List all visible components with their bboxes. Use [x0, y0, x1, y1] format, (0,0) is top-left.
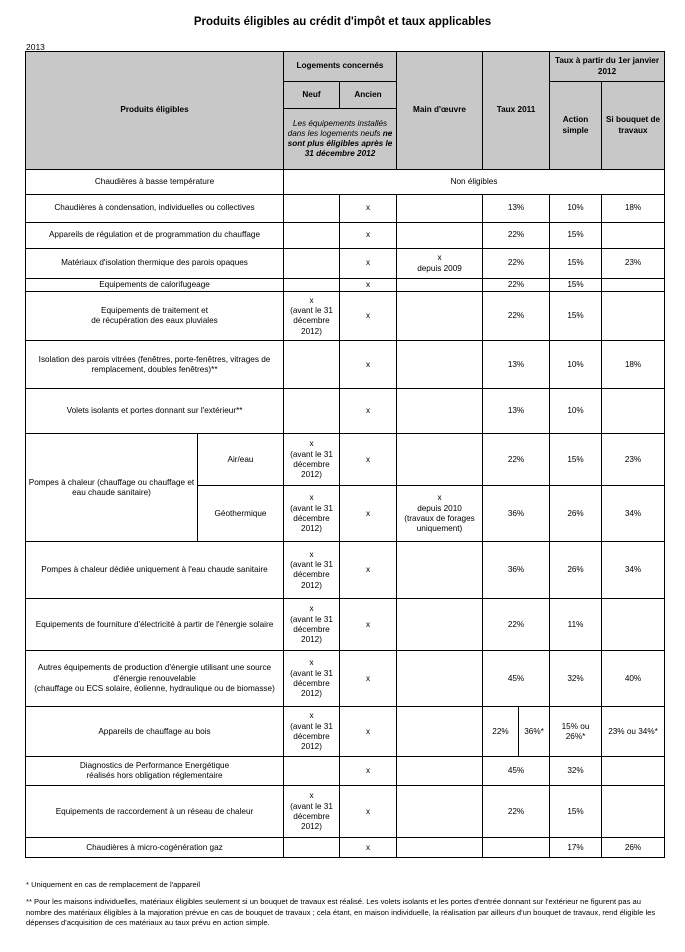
table-row: [26, 292, 665, 341]
taux-2011-cell: [483, 838, 550, 858]
row-label: Equipements de fourniture d'électricité à partir de l'énergie solaire: [26, 599, 284, 651]
action-simple-cell: 11%: [550, 599, 602, 651]
row-label: Chaudières à condensation, individuelles ou collectives: [26, 195, 284, 223]
ancien-cell: x: [340, 838, 397, 858]
bouquet-cell: 34%: [602, 542, 665, 599]
main-oeuvre-cell: x depuis 2009: [397, 249, 483, 279]
footnotes: [26, 880, 666, 935]
ancien-cell: x: [340, 389, 397, 434]
main-oeuvre-cell: [397, 279, 483, 292]
neuf-cell: [284, 279, 340, 292]
action-simple-cell: 15%: [550, 279, 602, 292]
main-oeuvre-cell: [397, 223, 483, 249]
table-row: [26, 838, 665, 858]
row-label: Equipements de traitement et de récupération des eaux pluviales: [26, 292, 284, 341]
bouquet-cell: 34%: [602, 486, 665, 542]
taux-2011-cell: 36%*: [519, 707, 550, 757]
action-simple-cell: 10%: [550, 341, 602, 389]
taux-2011-cell: 36%: [483, 542, 550, 599]
taux-2011-cell: 22%: [483, 707, 519, 757]
table-row: [26, 170, 665, 195]
action-simple-cell: 15%: [550, 249, 602, 279]
ancien-cell: x: [340, 434, 397, 486]
row-label: Appareils de régulation et de programmation du chauffage: [26, 223, 284, 249]
header-taux-2012: Taux à partir du 1er janvier 2012: [550, 52, 665, 82]
neuf-cell: x (avant le 31 décembre 2012): [284, 434, 340, 486]
table-row: [26, 279, 665, 292]
neuf-cell: [284, 249, 340, 279]
note-bold: ne sont plus éligibles après le 31 décembre 2012: [287, 128, 393, 159]
bouquet-cell: [602, 599, 665, 651]
taux-2011-cell: 45%: [483, 757, 550, 786]
row-label: Matériaux d'isolation thermique des parois opaques: [26, 249, 284, 279]
taux-2011-cell: 22%: [483, 599, 550, 651]
row-label: Pompes à chaleur (chauffage ou chauffage et eau chaude sanitaire): [26, 434, 198, 542]
neuf-cell: x (avant le 31 décembre 2012): [284, 542, 340, 599]
taux-2011-cell: 22%: [483, 786, 550, 838]
header-ancien: Ancien: [340, 82, 397, 109]
neuf-cell: x (avant le 31 décembre 2012): [284, 292, 340, 341]
taux-2011-cell: 13%: [483, 341, 550, 389]
row-label: Autres équipements de production d'énergie utilisant une source d'énergie renouvelable (chauffage ou ECS solaire, éolienne, hydraulique ou de biomasse): [26, 651, 284, 707]
main-oeuvre-cell: x depuis 2010 (travaux de forages uniquement): [397, 486, 483, 542]
header-action-simple: Action simple: [550, 82, 602, 170]
bouquet-cell: 18%: [602, 195, 665, 223]
table-row: [26, 651, 665, 707]
row-label: Diagnostics de Performance Energétique réalisés hors obligation réglementaire: [26, 757, 284, 786]
main-oeuvre-cell: [397, 599, 483, 651]
bouquet-cell: 23%: [602, 249, 665, 279]
header-produits: Produits éligibles: [26, 52, 284, 170]
taux-2011-cell: 22%: [483, 434, 550, 486]
table-row: [26, 249, 665, 279]
neuf-cell: [284, 838, 340, 858]
ancien-cell: x: [340, 486, 397, 542]
table-row: [26, 434, 665, 486]
taux-2011-cell: 22%: [483, 292, 550, 341]
table-row: [26, 786, 665, 838]
action-simple-cell: 10%: [550, 195, 602, 223]
action-simple-cell: 26%: [550, 542, 602, 599]
main-oeuvre-cell: [397, 651, 483, 707]
neuf-cell: [284, 195, 340, 223]
row-label: Equipements de raccordement à un réseau de chaleur: [26, 786, 284, 838]
action-simple-cell: 10%: [550, 389, 602, 434]
header-bouquet: Si bouquet de travaux: [602, 82, 665, 170]
row-label: Appareils de chauffage au bois: [26, 707, 284, 757]
row-sublabel: Géothermique: [198, 486, 284, 542]
neuf-cell: x (avant le 31 décembre 2012): [284, 707, 340, 757]
action-simple-cell: 15%: [550, 434, 602, 486]
footnote-2: ** Pour les maisons individuelles, matériaux éligibles seulement si un bouquet de travaux est réalisé. Les volets isolants et les portes d'entrée donnant sur l'extérieur ne figurent pas au nombre des matériaux éligibles à la majoration prévue en cas de bouquet de travaux ; cela étant, en maison individuelle, la réalisation par ailleurs d'un bouquet de travaux, rend éligible les dépenses d'acquisition de ces matériaux au taux prévu en action simple.: [26, 897, 656, 927]
year-label: 2013: [26, 42, 45, 52]
table-row: [26, 757, 665, 786]
action-simple-cell: 15%: [550, 292, 602, 341]
ancien-cell: x: [340, 757, 397, 786]
bouquet-cell: [602, 279, 665, 292]
ancien-cell: x: [340, 651, 397, 707]
footnote-1: * Uniquement en cas de remplacement de l'appareil: [26, 880, 201, 889]
row-sublabel: Air/eau: [198, 434, 284, 486]
eligible-products-table: [25, 51, 665, 858]
neuf-cell: x (avant le 31 décembre 2012): [284, 786, 340, 838]
action-simple-cell: 26%: [550, 486, 602, 542]
header-main-oeuvre: Main d'œuvre: [397, 52, 483, 170]
neuf-cell: x (avant le 31 décembre 2012): [284, 599, 340, 651]
bouquet-cell: 26%: [602, 838, 665, 858]
taux-2011-cell: 22%: [483, 249, 550, 279]
taux-2011-cell: 22%: [483, 223, 550, 249]
row-label: Chaudières à micro-cogénération gaz: [26, 838, 284, 858]
ancien-cell: x: [340, 249, 397, 279]
ancien-cell: x: [340, 707, 397, 757]
bouquet-cell: 23% ou 34%*: [602, 707, 665, 757]
row-label: Volets isolants et portes donnant sur l'extérieur**: [26, 389, 284, 434]
ancien-cell: x: [340, 542, 397, 599]
ancien-cell: x: [340, 292, 397, 341]
taux-2011-cell: 13%: [483, 195, 550, 223]
action-simple-cell: 15% ou 26%*: [550, 707, 602, 757]
header-logements: Logements concernés: [284, 52, 397, 82]
bouquet-cell: [602, 389, 665, 434]
taux-2011-cell: 22%: [483, 279, 550, 292]
neuf-cell: x (avant le 31 décembre 2012): [284, 486, 340, 542]
taux-2011-cell: 45%: [483, 651, 550, 707]
action-simple-cell: 17%: [550, 838, 602, 858]
action-simple-cell: 32%: [550, 651, 602, 707]
ancien-cell: x: [340, 341, 397, 389]
bouquet-cell: [602, 786, 665, 838]
neuf-cell: x (avant le 31 décembre 2012): [284, 651, 340, 707]
action-simple-cell: 32%: [550, 757, 602, 786]
row-label: Chaudières à basse température: [26, 170, 284, 195]
header-note: [284, 109, 397, 170]
table-row: [26, 389, 665, 434]
main-oeuvre-cell: [397, 542, 483, 599]
main-oeuvre-cell: [397, 757, 483, 786]
ancien-cell: x: [340, 599, 397, 651]
ancien-cell: x: [340, 223, 397, 249]
row-label: Isolation des parois vitrées (fenêtres, porte-fenêtres, vitrages de remplacement, doubles fenêtres)**: [26, 341, 284, 389]
taux-2011-cell: 36%: [483, 486, 550, 542]
neuf-cell: [284, 223, 340, 249]
ancien-cell: x: [340, 786, 397, 838]
neuf-cell: [284, 757, 340, 786]
main-oeuvre-cell: [397, 195, 483, 223]
table-row: [26, 341, 665, 389]
non-eligible-cell: Non éligibles: [284, 170, 665, 195]
bouquet-cell: [602, 223, 665, 249]
main-oeuvre-cell: [397, 434, 483, 486]
table-row: [26, 599, 665, 651]
ancien-cell: x: [340, 279, 397, 292]
row-label: Equipements de calorifugeage: [26, 279, 284, 292]
taux-2011-cell: 13%: [483, 389, 550, 434]
main-oeuvre-cell: [397, 786, 483, 838]
main-oeuvre-cell: [397, 292, 483, 341]
bouquet-cell: [602, 292, 665, 341]
table-row: [26, 223, 665, 249]
table-row: [26, 542, 665, 599]
main-oeuvre-cell: [397, 707, 483, 757]
header-taux-2011: Taux 2011: [483, 52, 550, 170]
ancien-cell: x: [340, 195, 397, 223]
bouquet-cell: 23%: [602, 434, 665, 486]
bouquet-cell: [602, 757, 665, 786]
main-oeuvre-cell: [397, 341, 483, 389]
action-simple-cell: 15%: [550, 223, 602, 249]
table-row: [26, 195, 665, 223]
main-oeuvre-cell: [397, 838, 483, 858]
note-normal: Les équipements installés dans les logements neufs: [287, 118, 388, 138]
page-title: Produits éligibles au crédit d'impôt et taux applicables: [193, 16, 492, 28]
neuf-cell: [284, 341, 340, 389]
action-simple-cell: 15%: [550, 786, 602, 838]
neuf-cell: [284, 389, 340, 434]
row-label: Pompes à chaleur dédiée uniquement à l'eau chaude sanitaire: [26, 542, 284, 599]
header-neuf: Neuf: [284, 82, 340, 109]
table-row: [26, 707, 665, 757]
bouquet-cell: 40%: [602, 651, 665, 707]
bouquet-cell: 18%: [602, 341, 665, 389]
main-oeuvre-cell: [397, 389, 483, 434]
